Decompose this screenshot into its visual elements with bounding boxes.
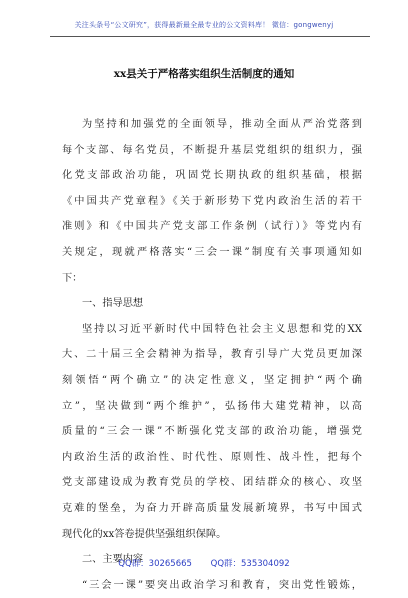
text-line: 关规定，现就严格落实“三会一课”制度有关事项通知如 bbox=[62, 246, 362, 258]
qq-footer bbox=[0, 557, 408, 569]
qq-group-2: QQ群：535304092 bbox=[210, 559, 290, 569]
text-line: “三会一课”要突出政治学习和教育，突出党性锻炼， bbox=[82, 579, 362, 591]
header-rule bbox=[50, 36, 370, 37]
promo-header: 关注头条号“公文研究”，获得最新最全最专业的公文资料库！ 微信：gongwenyj bbox=[74, 21, 334, 29]
text-line: 立”，坚决做到“两个维护”，弘扬伟大建党精神，以高 bbox=[62, 400, 362, 412]
text-line: 为坚持和加强党的全面领导，推动全面从严治党落到 bbox=[82, 119, 362, 130]
section-heading: 一、指导思想 bbox=[82, 298, 144, 310]
text-line: 刻领悟“两个确立”的决定性意义，坚定拥护“两个确 bbox=[62, 374, 362, 386]
text-line: 《中国共产党章程》《关于新形势下党内政治生活的若干 bbox=[62, 195, 362, 207]
text-line: 化党支部政治功能，巩固党长期执政的组织基础，根据 bbox=[62, 170, 362, 182]
text-line: 现代化的xx答卷提供坚强组织保障。 bbox=[62, 528, 227, 540]
text-line: 党支部建设成为教育党员的学校、团结群众的核心、攻坚 bbox=[62, 477, 362, 489]
text-line: 准则》和《中国共产党支部工作条例（试行）》等党内有 bbox=[62, 221, 362, 233]
qq-group-1: QQ群：30265665 bbox=[118, 559, 192, 569]
text-line: 坚持以习近平新时代中国特色社会主义思想和党的XX bbox=[82, 323, 362, 335]
text-line: 下： bbox=[62, 272, 83, 284]
text-line: 大、二十届三全会精神为指导，教育引导广大党员更加深 bbox=[62, 349, 362, 361]
document-body bbox=[62, 112, 362, 598]
document-title: xx县关于严格落实组织生活制度的通知 bbox=[113, 68, 295, 80]
text-line: 每个支部、每名党员，不断提升基层党组织的组织力，强 bbox=[62, 144, 362, 156]
section-heading: 二、主要内容 bbox=[82, 554, 144, 566]
text-line: 克难的堡垒，为奋力开辟高质量发展新境界，书写中国式 bbox=[62, 502, 362, 514]
text-line: 内政治生活的政治性、时代性、原则性、战斗性，把每个 bbox=[62, 451, 362, 463]
text-line: 质量的“三会一课”不断强化党支部的政治功能，增强党 bbox=[62, 426, 362, 438]
